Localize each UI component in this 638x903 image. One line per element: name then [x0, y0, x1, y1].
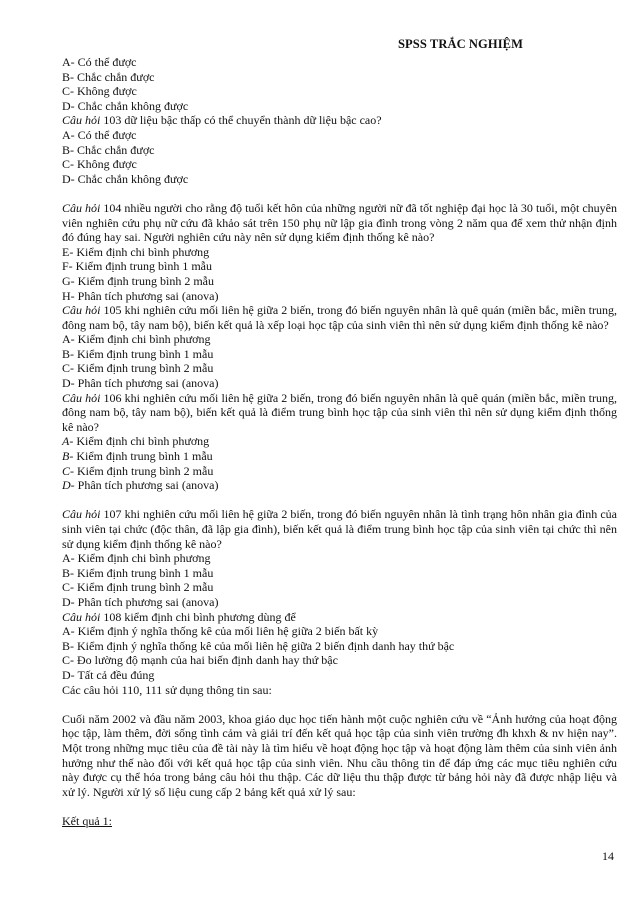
option [62, 434, 617, 449]
option: G- Kiểm định trung bình 2 mẫu [62, 273, 214, 288]
option: D- Tất cả đều đúng [62, 667, 155, 682]
question-105 [62, 303, 617, 332]
question-text: 105 khi nghiên cứu mối liên hệ giữa 2 biến, trong đó biến nguyên nhân là quê quán (miền bắc, miền trung, đông nam bộ, tây nam bộ), biến kết quả là xếp loại học tập của sinh viên thì nên sử dụng kiểm định thống kê nào? [62, 303, 617, 332]
option: A- Kiểm định ý nghĩa thống kê của mối liên hệ giữa 2 biến bất kỳ [62, 624, 379, 639]
option: C- Kiểm định trung bình 2 mẫu [62, 361, 214, 376]
option-text: Kiểm định trung bình 2 mẫu [74, 463, 214, 478]
option: C- Không được [62, 84, 137, 99]
option: D- Phân tích phương sai (anova) [62, 594, 219, 609]
option: A- Kiểm định chi bình phương [62, 332, 211, 347]
spacer [62, 697, 617, 712]
question-104 [62, 201, 617, 245]
question-label: Câu hỏi [62, 507, 101, 522]
question-label: Câu hỏi [62, 200, 101, 215]
option: E- Kiểm định chi bình phương [62, 244, 210, 259]
option-letter: B- [62, 449, 74, 464]
option: A- Có thể được [62, 127, 137, 142]
option [62, 464, 617, 479]
spacer [62, 493, 617, 508]
intro-text: Các câu hỏi 110, 111 sử dụng thông tin sau: [62, 682, 272, 697]
option: F- Kiểm định trung bình 1 mẫu [62, 259, 212, 274]
question-103 [62, 113, 617, 128]
question-107 [62, 507, 617, 551]
document-body [62, 55, 617, 828]
question-label: Câu hỏi [62, 113, 101, 128]
question-text: 108 kiểm định chi bình phương dùng để [100, 609, 296, 624]
option: B- Chắc chắn được [62, 142, 155, 157]
question-text: 103 dữ liệu bậc thấp có thể chuyển thành dữ liệu bậc cao? [100, 113, 382, 128]
option: D- Phân tích phương sai (anova) [62, 376, 219, 391]
question-label: Câu hỏi [62, 303, 101, 318]
question-label: Câu hỏi [62, 390, 101, 405]
option: H- Phân tích phương sai (anova) [62, 288, 219, 303]
question-106 [62, 391, 617, 435]
question-108 [62, 610, 617, 625]
question-label: Câu hỏi [62, 609, 101, 624]
option: D- Chắc chắn không được [62, 98, 189, 113]
option: D- Chắc chắn không được [62, 171, 189, 186]
question-text: 107 khi nghiên cứu mối liên hệ giữa 2 biến, trong đó biến nguyên nhân là tình trạng hôn nhân gia đình của sinh viên tại chức (độc thân, đã lập gia đình), biến kết quả là điểm trung bình học tập của sinh viên tại chức thì nên sử dụng kiểm định thống kê nào? [62, 507, 617, 551]
option: C- Kiểm định trung bình 2 mẫu [62, 580, 214, 595]
question-text: 106 khi nghiên cứu mối liên hệ giữa 2 biến, trong đó biến nguyên nhân là quê quán (miền bắc, miền trung, đông nam bộ, tây nam bộ), biến kết quả là điểm trung bình học tập của sinh viên thì nên sử dụng kiểm định thống kê nào? [62, 390, 617, 434]
option-text: Kiểm định chi bình phương [73, 434, 210, 449]
option-letter: C- [62, 463, 74, 478]
option [62, 449, 617, 464]
question-text: 104 nhiều người cho rằng độ tuổi kết hôn của những người nữ đã tốt nghiệp đại học là 30 tuổi, một chuyên viên nghiên cứu phụ nữ cứu đã khảo sát trên 150 phụ nữ lập gia đình trong vòng 2 năm qua để xem thử nhận định đó đúng hay sai. Người nghiên cứu này nên sử dụng kiểm định thống kê nào? [62, 200, 618, 245]
passage-paragraph: Cuối năm 2002 và đầu năm 2003, khoa giáo dục học tiến hành một cuộc nghiên cứu về “Ảnh hưởng của hoạt động học tập, làm thêm, đời sống tình cảm và giải trí đến kết quả học tập của sinh viên trường đh khxh & nv hiện nay”. Một trong những mục tiêu của đề tài này là tìm hiểu về hoạt động học tập và hoạt động làm thêm của sinh viên ảnh hưởng như thế nào đối với kết quả học tập của sinh viên. Nhu cầu thông tin để đáp ứng các mục tiêu nghiên cứu này được cụ thể hóa trong bảng câu hỏi thu thập. Các dữ liệu thu thập được từ bảng hỏi này đã được nhập liệu và xử lý. Người xử lý số liệu cung cấp 2 bảng kết quả xử lý sau: [62, 711, 617, 799]
option-text: Phân tích phương sai (anova) [74, 478, 219, 493]
option-letter: D- [62, 478, 75, 493]
option: B- Chắc chắn được [62, 69, 155, 84]
option-letter: A- [62, 434, 74, 449]
option: C- Đo lường độ mạnh của hai biến định danh hay thứ bậc [62, 653, 338, 668]
option [62, 478, 617, 493]
spacer [62, 186, 617, 201]
option: C- Không được [62, 157, 137, 172]
page-header-title: SPSS TRẮC NGHIỆM [398, 37, 524, 51]
option: B- Kiểm định trung bình 1 mẫu [62, 346, 214, 361]
result-heading: Kết quả 1: [62, 813, 112, 828]
option: B- Kiểm định ý nghĩa thống kê của mối liên hệ giữa 2 biến định danh hay thứ bậc [62, 638, 455, 653]
spacer [62, 799, 617, 814]
option: A- Có thể được [62, 55, 137, 69]
option: B- Kiểm định trung bình 1 mẫu [62, 565, 214, 580]
page-number: 14 [602, 849, 614, 863]
option: A- Kiểm định chi bình phương [62, 551, 211, 566]
option-text: Kiểm định trung bình 1 mẫu [73, 449, 213, 464]
